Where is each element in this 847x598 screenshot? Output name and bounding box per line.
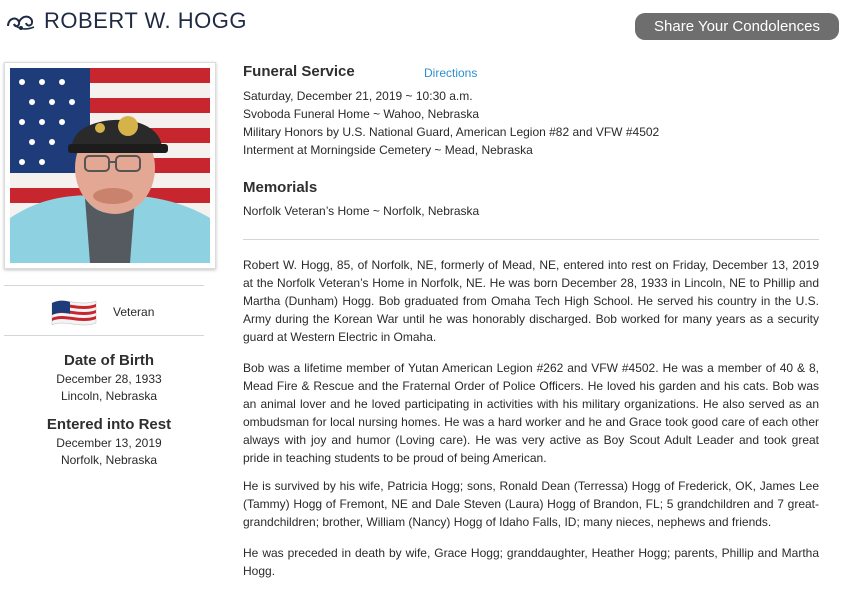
birth-date: December 28, 1933 <box>56 372 162 386</box>
portrait-frame <box>4 62 216 269</box>
obituary-paragraph: He was preceded in death by wife, Grace Hogg; granddaughter, Heather Hogg; parents, Phillip and Martha Hogg. <box>243 546 819 578</box>
service-line: Svoboda Funeral Home ~ Wahoo, Nebraska <box>243 107 480 121</box>
rest-date: December 13, 2019 <box>56 436 162 450</box>
veteran-label: Veteran <box>113 305 155 319</box>
service-line: Military Honors by U.S. National Guard, American Legion #82 and VFW #4502 <box>243 125 660 139</box>
memorials-heading: Memorials <box>243 179 318 196</box>
rest-place: Norfolk, Nebraska <box>60 453 158 467</box>
birth-place: Lincoln, Nebraska <box>60 389 158 403</box>
funeral-service-heading: Funeral Service <box>243 63 355 80</box>
directions-link[interactable]: Directions <box>424 66 478 80</box>
service-line: Saturday, December 21, 2019 ~ 10:30 a.m. <box>243 89 473 103</box>
portrait-photo <box>10 68 210 263</box>
memorials-line: Norfolk Veteran’s Home ~ Norfolk, Nebraska <box>243 204 480 218</box>
rest-heading: Entered into Rest <box>46 416 172 433</box>
birth-heading: Date of Birth <box>64 352 154 369</box>
service-line: Interment at Morningside Cemetery ~ Mead, Nebraska <box>243 143 533 157</box>
obituary-paragraph: He is survived by his wife, Patricia Hogg; sons, Ronald Dean (Terressa) Hogg of Frederick, OK, James Lee (Tammy) Hogg of Fremont, NE and Dale Steven (Laura) Hogg of Brandon, FL; 5 grandchildren and 7 great-grandchildren; brother, William (Nancy) Hogg of Idaho Falls, ID; many nieces, nephews and friends. <box>243 479 819 529</box>
obituary-paragraph: Bob was a lifetime member of Yutan American Legion #262 and VFW #4502. He was a member of 40 & 8, Mead Fire & Rescue and the Fraternal Order of Police Officers. He loved his garden and his cats. Bob was an animal lover and he loved participating in activities with his military organizations. He also served as an ombudsman for local nursing homes. He was a hard worker and he and Grace took good care of each other always with joy and humor (Loving care). He was very active as Boy Scout Adult Leader and took great pride in teaching students to be proud of being American. <box>243 361 819 465</box>
sidebar-divider <box>4 285 204 286</box>
page-title: ROBERT W. HOGG <box>44 8 247 33</box>
obituary-paragraph: Robert W. Hogg, 85, of Norfolk, NE, formerly of Mead, NE, entered into rest on Friday, December 13, 2019 at the Norfolk Veteran’s Home in Norfolk, NE. He was born December 28, 1933 in Lincoln, NE to Phillip and Martha (Dunham) Hogg. Bob graduated from Omaha Tech High School. He served his country in the U.S. Army during the Korean War until he was honorably discharged. Bob worked for many years as a security guard at Western Electric in Omaha. <box>243 258 819 344</box>
ornament-flourish-icon <box>5 10 37 34</box>
share-condolences-button[interactable]: Share Your Condolences <box>635 13 839 40</box>
page-header <box>0 0 847 44</box>
section-divider <box>243 239 819 240</box>
sidebar-divider <box>4 335 204 336</box>
american-flag-icon <box>50 297 98 329</box>
